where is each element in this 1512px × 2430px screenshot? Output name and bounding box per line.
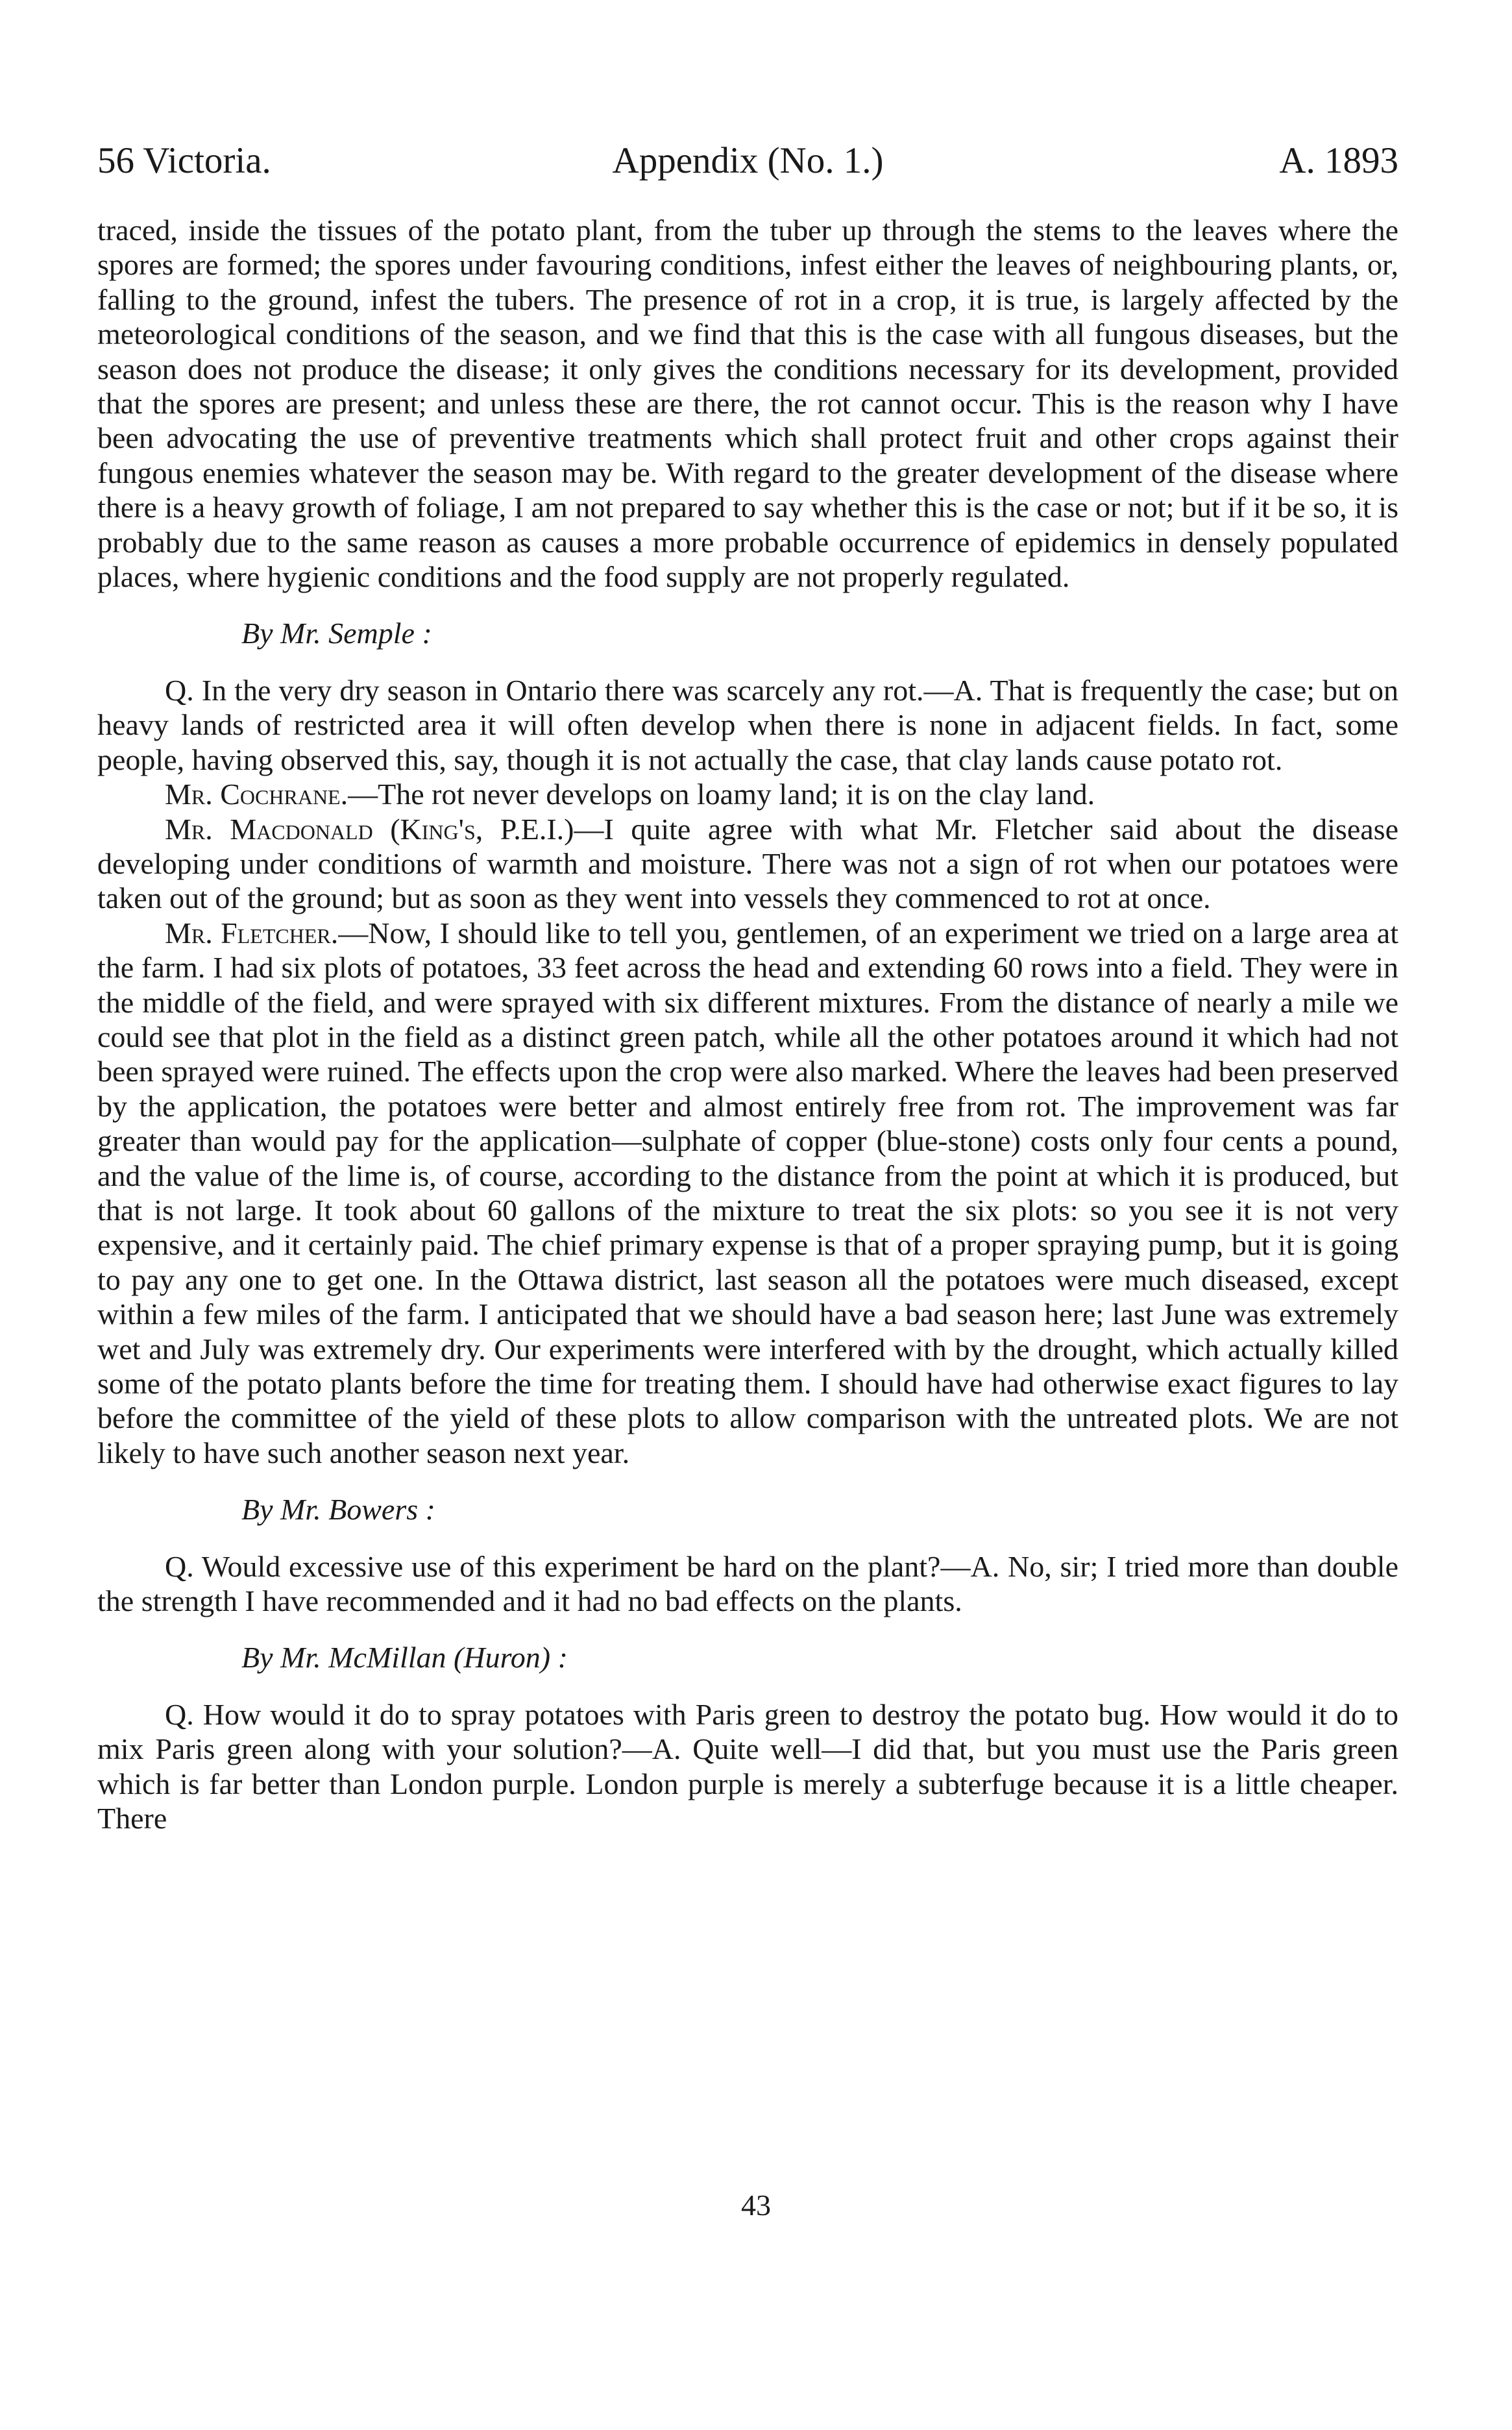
speaker-text: —Now, I should like to tell you, gentlemen, of an experiment we tried on a large area at the farm. I had six plots of potatoes, 33 feet across the head and extending 60 rows into a field. They were in the middle of the field, and were sprayed with six different mixtures. From the distance of nearly a mile we could see that plot in the field as a distinct green patch, while all the other potatoes around it which had not been sprayed were ruined. The effects upon the crop were also marked. Where the leaves had been preserved by the application, the potatoes were better and almost entirely free from rot. The improvement was far greater than would pay for the application—sulphate of copper (blue-stone) costs only four cents a pound, and the value of the lime is, of course, according to the distance from the point at which it is produced, but that is not large. It took about 60 gallons of the mixture to treat the six plots: so you see it is not very expensive, and it certainly paid. The chief primary expense is that of a proper spraying pump, but it is going to pay any one to get one. In the Ottawa district, last season all the potatoes were much diseased, except within a few miles of the farm. I anticipated that we should have a bad season here; last June was extremely wet and July was extremely dry. Our experiments were interfered with by the drought, which actually killed some of the potato plants before the time for treating them. I should have had otherwise exact figures to lay before the committee of the yield of these plots to allow comparison with the untreated plots. We are not likely to have such another season next year.: [97, 916, 1398, 1469]
speaker-name: Mr. Fletcher.: [165, 916, 339, 950]
header-year: A. 1893: [1279, 140, 1398, 181]
speaker-text: —I quite agree with what Mr. Fletcher said about the disease developing under conditions of warmth and moisture. There was not a sign of rot when our potatoes were taken out of the ground; but as soon as they went into vessels they commenced to rot at once.: [97, 812, 1398, 915]
speaker-name: Mr. Cochrane.: [165, 778, 348, 811]
page-number: 43: [741, 2189, 771, 2222]
paragraph-continuation: traced, inside the tissues of the potato plant, from the tuber up through the stems to the leaves where the spores are formed; the spores under favouring conditions, infest either the leaves of neighbouring plants, or, falling to the ground, infest the tubers. The presence of rot in a crop, it is true, is largely affected by the meteorological conditions of the season, and we find that this is the case with all fungous diseases, but the season does not produce the disease; it only gives the conditions necessary for its development, provided that the spores are present; and unless these are there, the rot cannot occur. This is the reason why I have been advocating the use of preventive treatments which shall protect fruit and other crops against their fungous enemies whatever the season may be. With regard to the greater development of the disease where there is a heavy growth of foliage, I am not prepared to say whether this is the case or not; but if it be so, it is probably due to the same reason as causes a more probable occurrence of epidemics in densely populated places, where hygienic conditions and the food supply are not properly regulated.: [97, 214, 1398, 594]
section-heading-semple: By Mr. Semple :: [241, 617, 432, 650]
paragraph-question-semple: Q. In the very dry season in Ontario there was scarcely any rot.—A. That is frequently the case; but on heavy lands of restricted area it will often develop when there is none in adjacent fields. In fact, some people, having observed this, say, though it is not actually the case, that clay lands cause potato rot.: [97, 673, 1398, 776]
paragraph-fletcher: [97, 916, 1398, 1471]
body-text: [97, 213, 1398, 1835]
paragraph-question-bowers: Q. Would excessive use of this experiment be hard on the plant?—A. No, sir; I tried more than double the strength I have recommended and it had no bad effects on the plants.: [97, 1549, 1398, 1618]
speaker-text: —The rot never develops on loamy land; it is on the clay land.: [348, 778, 1095, 811]
running-header: [97, 135, 1398, 187]
paragraph-macdonald: [97, 812, 1398, 916]
section-heading-mcmillan: By Mr. McMillan (Huron) :: [241, 1641, 568, 1675]
paragraph-cochrane: [97, 777, 1398, 811]
speaker-name: Mr. Macdonald: [165, 812, 373, 846]
header-session: 56 Victoria.: [97, 140, 271, 181]
paragraph-question-mcmillan: Q. How would it do to spray potatoes with Paris green to destroy the potato bug. How would it do to mix Paris green along with your solution?—A. Quite well—I did that, but you must use the Paris green which is far better than London purple. London purple is merely a subterfuge because it is a little cheaper. There: [97, 1697, 1398, 1835]
header-appendix: Appendix (No. 1.): [612, 140, 884, 181]
speaker-place: (King's, P.E.I.): [372, 812, 574, 846]
section-heading-bowers: By Mr. Bowers :: [241, 1493, 435, 1527]
